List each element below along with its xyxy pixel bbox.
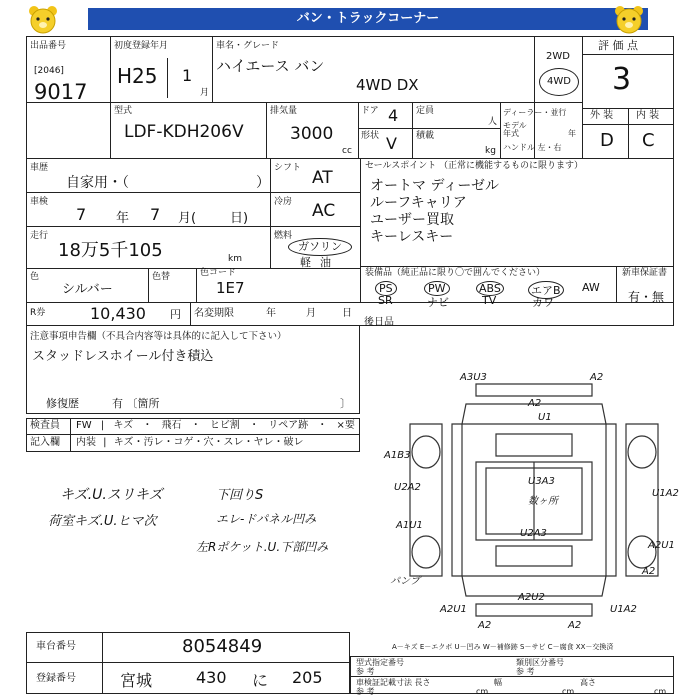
damage-mark: A2 <box>568 620 582 631</box>
entry-label: 記入欄 <box>30 437 60 448</box>
width-label: 幅 <box>494 678 502 687</box>
equipment-leather: カワ <box>532 296 554 309</box>
registration-pref: 宮城 <box>120 671 153 690</box>
damage-legend: A－キズ E－エクボ U－凹み W－補修跡 S－サビ C－腐食 XX－交換済 <box>392 643 614 651</box>
repair-close: 〕 <box>340 397 351 410</box>
damage-mark: A2 <box>642 566 656 577</box>
notice-label: 注意事項申告欄（不具合内容等は具体的に記入して下さい） <box>30 331 287 342</box>
damage-mark: A2 <box>478 620 492 631</box>
equipment-airbag: エアB <box>528 281 564 299</box>
lot-sub: [2046] <box>34 66 64 76</box>
handle-label: ハンドル 左・右 <box>503 143 562 152</box>
warranty-value: 有・無 <box>628 290 665 304</box>
name-change-label: 名変期限 <box>194 308 234 319</box>
inspection-year: 7 <box>76 205 87 224</box>
color-value: シルバー <box>62 282 113 297</box>
equipment-ps: PS <box>375 281 397 296</box>
score-value: 3 <box>612 62 632 97</box>
check-row2: 内装 | キズ・汚レ・コゲ・穴・スレ・ヤレ・破レ <box>76 437 304 448</box>
fuel-light: 軽 <box>300 256 311 269</box>
chassis-number: 8054849 <box>182 636 263 657</box>
dealer-label: ディーラー・並行 <box>503 108 567 117</box>
reference-label: 参 考 <box>516 667 535 676</box>
equipment-label: 装備品（純正品に限り〇で囲んでください） <box>365 268 546 278</box>
equipment-sr: SR <box>378 294 393 307</box>
damage-mark: 数ヶ所 <box>528 496 558 507</box>
displacement-unit: cc <box>342 146 352 156</box>
color-code-label: 色コード <box>200 268 237 278</box>
load-unit: kg <box>485 146 496 156</box>
yellow-bear-icon <box>612 4 646 34</box>
interior-label: 内 装 <box>636 110 660 121</box>
inspection-month-unit: 月( <box>178 211 197 226</box>
damage-mark: U1A2 <box>652 488 679 499</box>
sales-point-item: ユーザー買取 <box>370 212 454 228</box>
check-row1: FW | キズ ・ 飛石 ・ ヒビ割 ・ リペア跡 ・ ×要 <box>76 420 355 431</box>
damage-mark: A1B3 <box>384 450 411 461</box>
doors-value: 4 <box>388 106 399 125</box>
inspection-label: 車検 <box>30 197 49 207</box>
history-label: 車歴 <box>30 163 49 173</box>
shift-label: シフト <box>274 163 302 173</box>
later-items-label: 後日品 <box>364 317 394 328</box>
lot-label: 出品番号 <box>30 41 67 51</box>
model-label: 車名・グレード <box>216 41 280 51</box>
equipment-aw: AW <box>582 281 600 294</box>
equipment-abs: ABS <box>476 281 504 296</box>
fuel-label: 燃料 <box>274 231 293 241</box>
chassis-label: 車台番号 <box>36 641 76 652</box>
exterior-label: 外 装 <box>590 110 614 121</box>
fuel-gasoline: ガソリン <box>288 238 352 256</box>
name-change-month: 月 <box>306 308 316 319</box>
color-label: 色 <box>30 272 40 282</box>
score-label: 評 価 点 <box>598 39 638 52</box>
drive-4wd-selected: 4WD <box>539 68 579 96</box>
notice-text: スタッドレスホイール付き積込 <box>32 349 214 364</box>
history-close: ） <box>256 175 270 191</box>
banner-title: バン・トラックコーナー <box>88 8 648 30</box>
capacity-label: 定員 <box>416 106 435 116</box>
damage-mark: A2 <box>590 372 604 383</box>
registration-class: 430 <box>196 668 227 687</box>
damage-mark: A2U2 <box>518 592 545 603</box>
first-reg-month: 1 <box>182 66 193 85</box>
note-5: 左Rポケット.U.下部凹み <box>196 540 329 554</box>
note-3: 下回りS <box>216 488 264 503</box>
damage-mark: U1 <box>538 412 552 423</box>
registration-label: 登録番号 <box>36 673 76 684</box>
exterior-score: D <box>600 130 614 151</box>
name-change-day: 日 <box>342 308 352 319</box>
damage-mark: U1A2 <box>610 604 637 615</box>
model-grade: 4WD DX <box>356 76 419 94</box>
first-reg-month-unit: 月 <box>200 88 210 98</box>
repair-label: 修復歴 <box>46 397 79 410</box>
reference-label: 参 考 <box>356 687 375 696</box>
warranty-label: 新車保証書 <box>622 268 668 278</box>
equipment-navi: ナビ <box>427 296 449 309</box>
type-label: 型式 <box>114 106 133 116</box>
aircon-label: 冷房 <box>274 197 293 207</box>
history-value: 自家用・（ <box>66 175 129 191</box>
inspection-month: 7 <box>150 205 161 224</box>
displacement-label: 排気量 <box>270 106 298 116</box>
first-reg-label: 初度登録年月 <box>114 41 169 51</box>
sales-point-item: キーレスキー <box>370 229 454 245</box>
classification-label: 類別区分番号 <box>516 658 564 667</box>
dimension-label: 車検証記載寸法 長さ <box>356 678 431 687</box>
year-unit: 年 <box>568 129 576 138</box>
damage-mark: A3U3 <box>460 372 487 383</box>
cm-unit: cm <box>562 687 575 696</box>
damage-mark: パンプ <box>390 576 420 587</box>
yellow-bear-icon <box>26 4 60 34</box>
model-year-label: モデル 年式 <box>503 121 527 138</box>
color-code: 1E7 <box>216 279 245 297</box>
lot-number: 9017 <box>34 80 88 104</box>
sales-points-label: セールスポイント （正常に機能するものに限ります） <box>365 161 584 171</box>
aircon-value: AC <box>312 201 336 221</box>
inspection-year-unit: 年 <box>116 211 130 226</box>
load-label: 積載 <box>416 131 435 141</box>
name-change-year: 年 <box>266 308 276 319</box>
fuel-oil: 油 <box>320 256 331 269</box>
registration-number: 205 <box>292 668 323 687</box>
type-designation-label: 型式指定番号 <box>356 658 404 667</box>
drive-2wd: 2WD <box>546 51 570 62</box>
interior-score: C <box>642 130 655 151</box>
shift-value: AT <box>312 168 333 188</box>
damage-mark: U2A3 <box>520 528 547 539</box>
inspection-day-unit: 日) <box>230 211 249 226</box>
sales-point-item: オートマ ディーゼル <box>370 178 500 194</box>
doors-label: ドア <box>361 106 379 116</box>
damage-mark: A1U1 <box>396 520 423 531</box>
model-name: ハイエース バン <box>216 57 325 75</box>
equipment-tv: TV <box>482 294 497 307</box>
price-unit: 円 <box>170 308 181 321</box>
damage-mark: A2U1 <box>440 604 467 615</box>
mileage-unit: km <box>228 254 242 264</box>
damage-mark: U3A3 <box>528 476 555 487</box>
color-change-label: 色替 <box>152 272 171 282</box>
reference-label: 参 考 <box>356 667 375 676</box>
damage-mark: A2 <box>528 398 542 409</box>
height-label: 高さ <box>580 678 596 687</box>
mileage-label: 走行 <box>30 231 49 241</box>
mileage-value: 18万5千105 <box>58 240 163 261</box>
displacement-value: 3000 <box>290 124 334 144</box>
price-label: R券 <box>30 308 46 318</box>
damage-mark: U2A2 <box>394 482 421 493</box>
sales-point-item: ルーフキャリア <box>370 195 467 211</box>
repair-value: 有 〔箇所 <box>112 397 160 410</box>
type-value: LDF-KDH206V <box>124 122 244 142</box>
note-1: キズ.U.スリキズ <box>60 487 163 503</box>
first-reg-era: H25 <box>117 64 158 88</box>
equipment-pw: PW <box>424 281 450 296</box>
damage-mark: A2U1 <box>648 540 675 551</box>
capacity-unit: 人 <box>488 117 498 127</box>
price-value: 10,430 <box>90 304 146 323</box>
registration-kana: に <box>252 671 269 690</box>
inspector-label: 検査員 <box>30 420 60 431</box>
note-4: エレ-ドパネル凹み <box>216 512 317 526</box>
shape-label: 形状 <box>361 131 380 141</box>
note-2: 荷室キズ.U.ヒマ次 <box>48 514 157 529</box>
cm-unit: cm <box>654 687 667 696</box>
shape-value: V <box>386 134 397 153</box>
cm-unit: cm <box>476 687 489 696</box>
